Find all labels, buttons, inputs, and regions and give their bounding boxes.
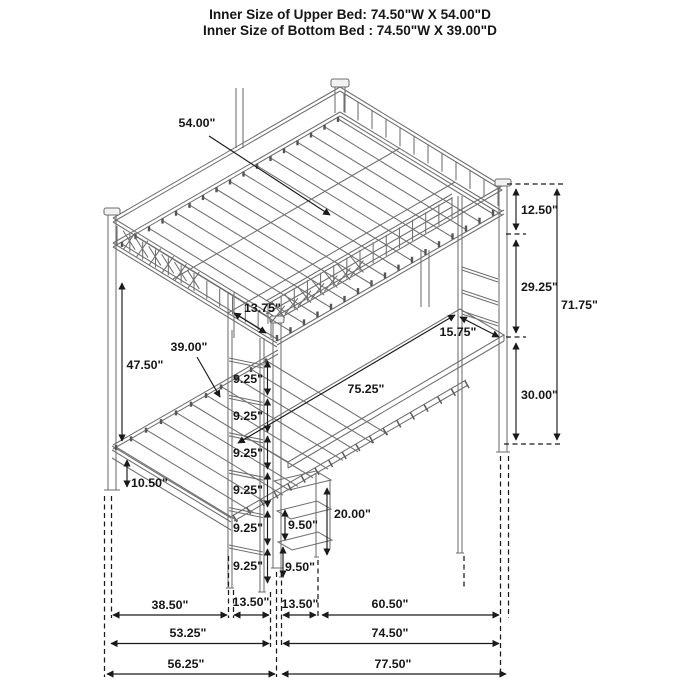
structure-line: [229, 473, 263, 480]
structure-line: [271, 158, 426, 253]
dim-row2-right: 74.50": [371, 626, 409, 640]
dim-lower-bed-depth: 39.00": [170, 340, 208, 354]
structure-line: [229, 548, 263, 555]
dim-ladder-step-3: 9.25": [233, 446, 263, 460]
structure-line: [203, 197, 358, 292]
structure-line: [266, 361, 388, 435]
structure-line: [462, 270, 498, 282]
dim-row1-left: 38.50": [151, 598, 189, 612]
structure-line: [284, 150, 439, 245]
dim-desk-to-floor: 30.00": [521, 388, 558, 402]
dim-row3-left: 56.25": [167, 657, 205, 671]
dim-row1-table: 13.50": [281, 597, 319, 611]
structure-line: [311, 135, 466, 230]
left-post-cap: [104, 208, 120, 215]
dim-top-rail: 12.50": [521, 203, 558, 217]
dimension-labels: [127, 116, 598, 671]
dim-ladder-step-6: 9.25": [233, 559, 263, 573]
dim-rail-to-floor: 10.50": [131, 476, 168, 490]
dim-shelf-gap-2: 9.50": [285, 560, 315, 574]
structure-line: [229, 545, 263, 552]
dim-table-height: 20.00": [334, 507, 371, 521]
structure-line: [257, 166, 412, 261]
dimension-lines: [107, 136, 557, 674]
dim-ladder-step-1: 9.25": [233, 372, 263, 386]
structure-line: [229, 470, 263, 477]
structure-line: [462, 293, 498, 305]
dim-row3-right: 77.50": [374, 657, 412, 671]
dim-ladder-step-5: 9.25": [233, 521, 263, 535]
structure-line: [161, 421, 283, 495]
structure-line: [251, 369, 373, 443]
header-bottom-bed-size: Inner Size of Bottom Bed : 74.50"W X 39.00"D: [203, 23, 497, 38]
dim-shelf-gap-1: 9.50": [288, 518, 318, 532]
structure-line: [298, 142, 453, 237]
dim-row1-right: 60.50": [371, 597, 409, 611]
dim-upper-bed-depth: 54.00": [178, 116, 216, 130]
dim-ladder-step-2: 9.25": [233, 409, 263, 423]
right-post-cap: [495, 179, 511, 186]
dim-under-clearance: 47.50": [126, 358, 164, 372]
back-post-cap: [331, 79, 349, 87]
structure-line: [190, 205, 345, 300]
structure-line: [136, 236, 291, 331]
dim-desk-length: 75.25": [347, 382, 385, 396]
structure-line: [244, 174, 399, 269]
dim-rail-to-desk: 29.25": [521, 280, 558, 294]
dim-ladder-step-4: 9.25": [233, 483, 263, 497]
structure-line: [229, 398, 263, 405]
dim-row2-left: 53.25": [169, 626, 207, 640]
structure-line: [462, 267, 498, 279]
header-upper-bed-size: Inner Size of Upper Bed: 74.50"W X 54.00"D: [209, 7, 491, 22]
side-table: [274, 471, 332, 550]
dim-desk-depth: 15.75": [439, 325, 477, 339]
dim-total-height: 71.75": [561, 298, 598, 312]
dim-ladder-opening: 13.75": [244, 301, 281, 315]
dim-row1-ladder: 13.50": [232, 595, 270, 609]
structure-line: [462, 290, 498, 302]
